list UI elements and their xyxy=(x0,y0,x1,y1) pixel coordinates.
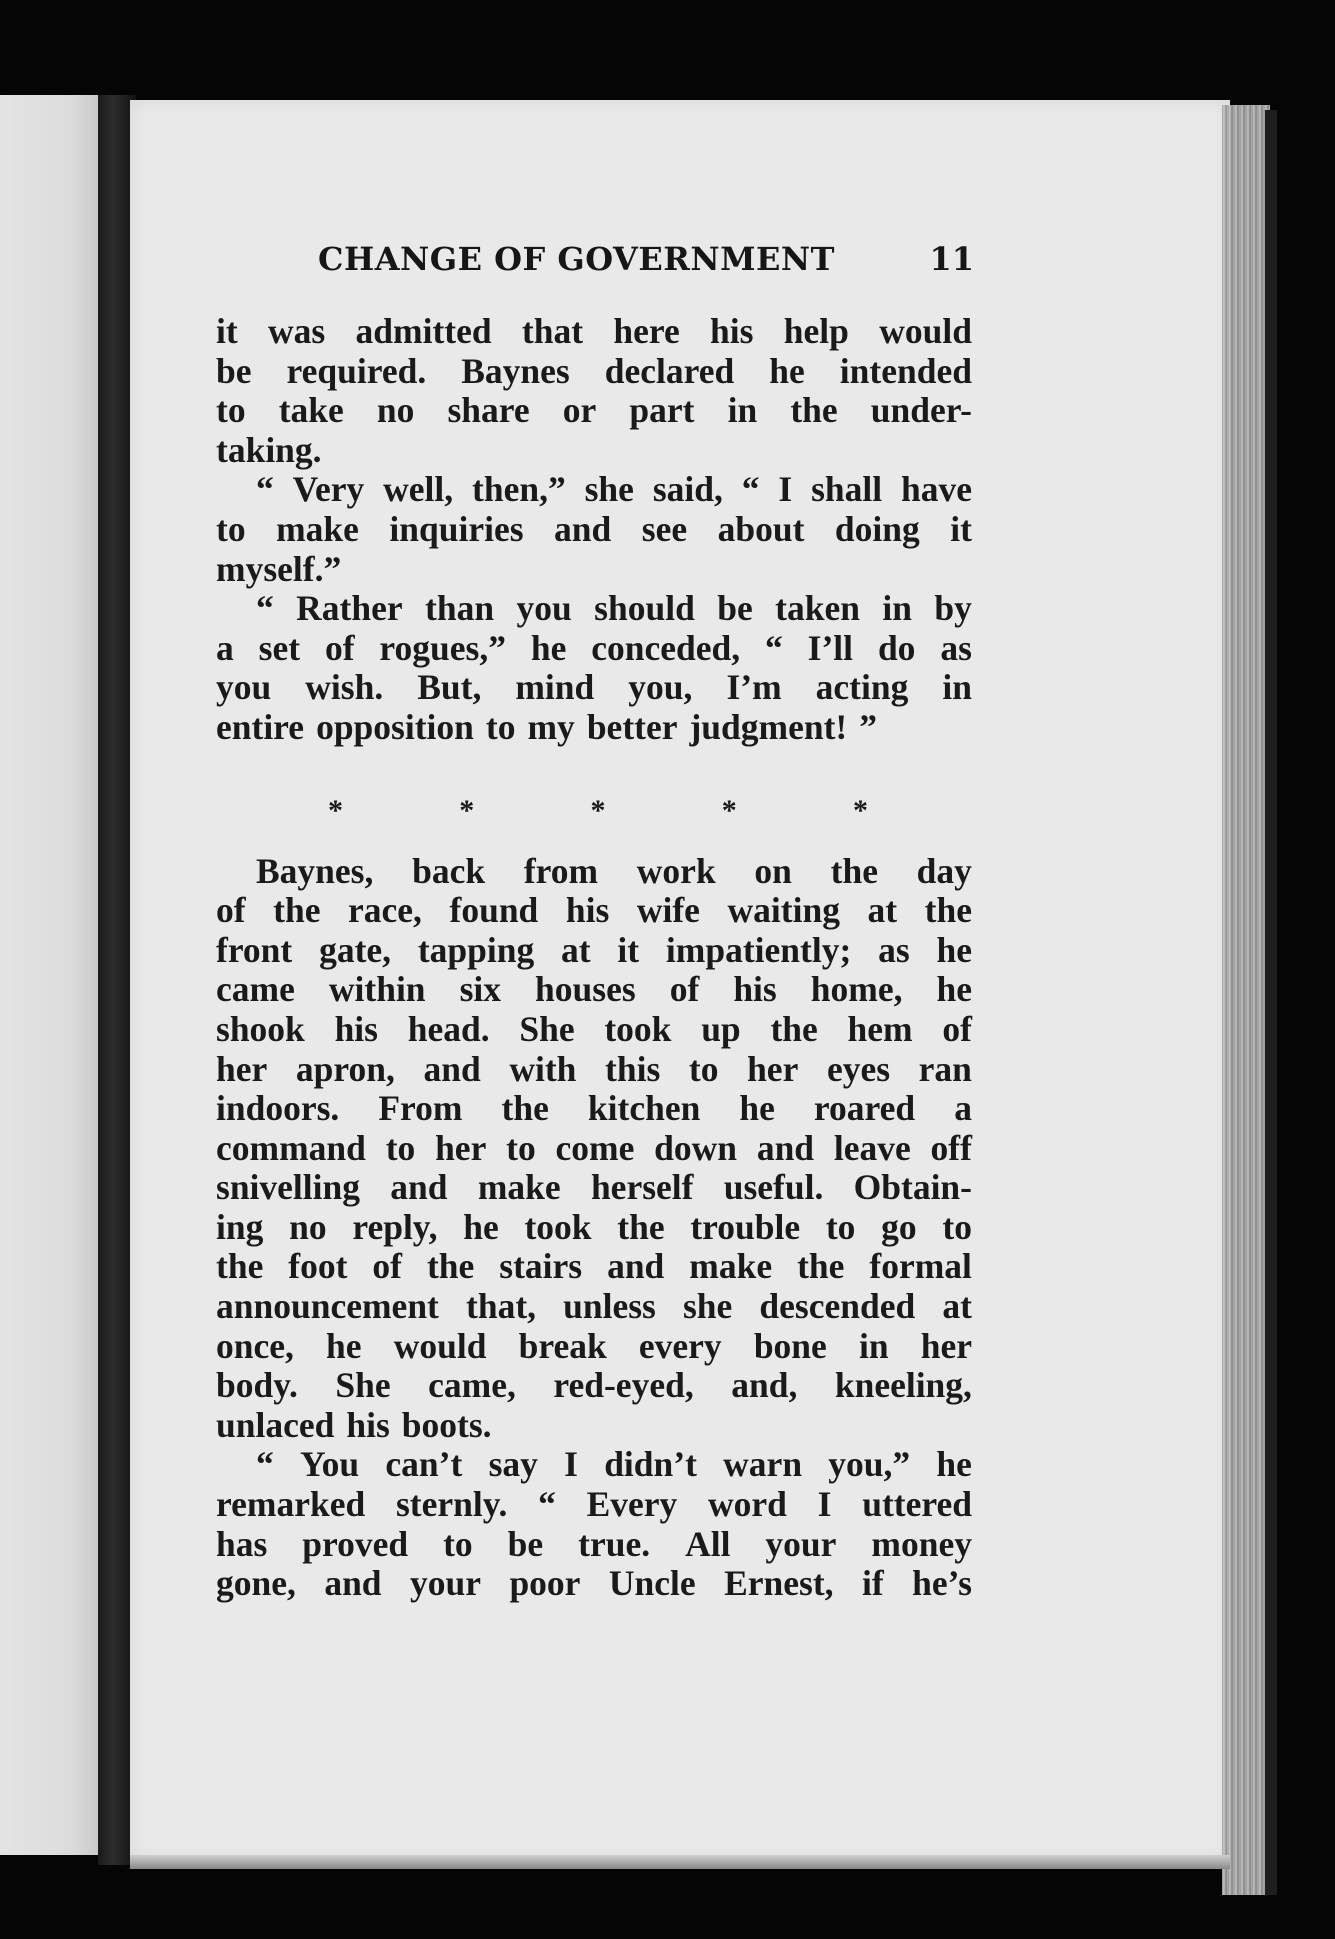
word: admitted xyxy=(355,311,492,351)
text-line xyxy=(216,1168,972,1208)
word: stairs xyxy=(499,1246,583,1287)
word: help xyxy=(783,311,849,351)
word: your xyxy=(410,1563,481,1604)
word: to xyxy=(216,508,246,549)
page-header xyxy=(318,240,974,284)
word: of xyxy=(942,1008,972,1049)
word: gate, xyxy=(319,929,392,970)
word: you xyxy=(216,667,272,708)
word: mind xyxy=(515,667,595,708)
word: if xyxy=(861,1563,884,1604)
text-line xyxy=(216,1247,972,1287)
word: sternly. xyxy=(395,1484,508,1525)
word: apron, xyxy=(295,1048,395,1089)
word: reply, xyxy=(352,1206,438,1247)
word: part xyxy=(629,390,695,431)
word: she xyxy=(584,469,634,510)
word: as xyxy=(878,929,910,970)
text-line xyxy=(216,1564,972,1604)
word: be xyxy=(216,350,252,391)
text-line xyxy=(216,668,972,708)
word: and, xyxy=(731,1365,798,1406)
word: a xyxy=(954,1088,972,1129)
word: took xyxy=(604,1008,672,1049)
word: of xyxy=(324,627,355,668)
word: the xyxy=(770,1008,818,1049)
paragraph xyxy=(216,470,972,589)
word: he xyxy=(739,1088,775,1129)
word: by xyxy=(934,588,972,629)
word: impatiently; xyxy=(665,929,852,970)
word: snivelling xyxy=(216,1167,361,1208)
text-line xyxy=(216,550,972,590)
word: shall xyxy=(811,469,883,510)
text-line xyxy=(216,708,972,748)
body-text xyxy=(216,312,972,1604)
word: go xyxy=(881,1206,917,1247)
word: from xyxy=(523,850,599,891)
word: it xyxy=(216,311,238,351)
word: he xyxy=(530,627,567,668)
word: to xyxy=(385,1127,416,1168)
text-line xyxy=(216,891,972,931)
word: he xyxy=(463,1206,499,1247)
word: have xyxy=(900,469,972,510)
word: remarked xyxy=(216,1484,366,1525)
word: under- xyxy=(870,390,972,431)
word: came, xyxy=(428,1365,516,1406)
word: at xyxy=(561,929,591,970)
paragraph xyxy=(216,852,972,1446)
word: Baynes xyxy=(461,350,570,391)
word: should xyxy=(594,588,695,629)
facing-page-edge xyxy=(0,95,100,1855)
word: ing xyxy=(216,1206,264,1247)
word: unlaced xyxy=(216,1404,335,1445)
word: was xyxy=(268,311,326,351)
word: with xyxy=(509,1048,577,1089)
word: my xyxy=(527,706,575,747)
word: can’t xyxy=(385,1444,463,1485)
word: intended xyxy=(839,350,972,391)
word: her xyxy=(920,1325,972,1366)
word: found xyxy=(449,890,539,931)
word: Obtain- xyxy=(853,1167,972,1208)
word: eyes xyxy=(826,1048,891,1089)
word: your xyxy=(765,1523,837,1564)
text-line xyxy=(216,1208,972,1248)
word: to xyxy=(825,1206,856,1247)
word: take xyxy=(278,390,344,431)
word: and xyxy=(554,508,612,549)
word: conceded, xyxy=(591,627,741,668)
word: command xyxy=(216,1127,366,1168)
word: required. xyxy=(286,350,427,391)
text-line xyxy=(216,312,972,352)
word: wife xyxy=(636,890,700,931)
word: her xyxy=(747,1048,799,1089)
word: kneeling, xyxy=(834,1365,972,1406)
word: descended xyxy=(759,1286,916,1327)
word: or xyxy=(562,390,597,431)
word: the xyxy=(924,890,972,931)
word: the xyxy=(216,1246,264,1287)
word: and xyxy=(756,1127,815,1168)
word: in xyxy=(727,390,758,431)
word: his xyxy=(565,890,610,931)
word: warn xyxy=(723,1444,803,1485)
text-line xyxy=(216,1010,972,1050)
word: indoors. xyxy=(216,1088,340,1129)
word: poor xyxy=(509,1563,581,1604)
word: as xyxy=(940,627,972,668)
word: gone, xyxy=(216,1563,296,1604)
word: entire xyxy=(216,706,305,747)
word: shook xyxy=(216,1008,305,1049)
text-line xyxy=(216,589,972,629)
word: ” xyxy=(859,706,878,747)
word: I’ll xyxy=(807,627,854,668)
word: back xyxy=(412,850,486,891)
word: to xyxy=(443,1523,473,1564)
asterism-star: * xyxy=(590,793,606,827)
word: the xyxy=(797,1246,845,1287)
word: the xyxy=(501,1088,549,1129)
word: to xyxy=(216,390,246,431)
word: boots. xyxy=(401,1404,492,1445)
word: be xyxy=(507,1523,544,1564)
text-line xyxy=(216,1129,972,1169)
word: myself.” xyxy=(216,548,342,589)
word: in xyxy=(858,1325,889,1366)
text-line xyxy=(216,1050,972,1090)
word: of xyxy=(669,969,700,1010)
word: she xyxy=(682,1286,733,1327)
word: share xyxy=(447,390,530,431)
word: judgment! xyxy=(689,706,848,747)
word: at xyxy=(867,890,898,931)
word: “ xyxy=(256,469,274,510)
word: her xyxy=(216,1048,268,1089)
word: to xyxy=(485,706,516,747)
text-line xyxy=(216,470,972,510)
word: he xyxy=(936,1444,972,1485)
text-line xyxy=(216,1327,972,1367)
word: you xyxy=(516,588,572,629)
cover-edge xyxy=(1265,110,1277,1895)
word: came xyxy=(216,969,295,1010)
word: opposition xyxy=(316,706,474,747)
word: roared xyxy=(813,1088,916,1129)
text-line xyxy=(216,1089,972,1129)
word: “ xyxy=(765,627,783,668)
word: he xyxy=(936,929,972,970)
paragraph xyxy=(216,589,972,747)
word: took xyxy=(524,1206,592,1247)
word: the xyxy=(426,1246,475,1287)
word: and xyxy=(607,1246,665,1287)
word: body. xyxy=(216,1365,298,1406)
word: formal xyxy=(869,1246,972,1287)
word: and xyxy=(423,1048,481,1089)
word: than xyxy=(425,588,495,629)
word: well, xyxy=(383,469,454,510)
word: off xyxy=(930,1127,972,1168)
word: make xyxy=(689,1246,773,1287)
word: say xyxy=(488,1444,538,1485)
word: houses xyxy=(535,969,636,1010)
paragraph xyxy=(216,1445,972,1603)
word: he’s xyxy=(912,1563,972,1604)
word: “ xyxy=(741,469,760,510)
page-bottom-edge xyxy=(130,1855,1230,1869)
word: you, xyxy=(628,667,693,708)
word: bone xyxy=(753,1325,827,1366)
word: his xyxy=(733,969,777,1010)
word: word xyxy=(708,1484,787,1525)
word: day xyxy=(916,850,972,891)
text-line xyxy=(216,1525,972,1565)
word: to xyxy=(942,1206,972,1247)
word: to xyxy=(688,1048,719,1089)
word: “ xyxy=(256,1444,274,1485)
word: her xyxy=(435,1127,487,1168)
word: that xyxy=(521,311,584,351)
word: home, xyxy=(810,969,903,1010)
word: in xyxy=(942,667,972,708)
word: waiting xyxy=(727,890,840,931)
text-line xyxy=(216,970,972,1010)
word: Rather xyxy=(296,588,403,629)
word: a xyxy=(216,627,234,668)
text-line xyxy=(216,431,972,471)
text-line xyxy=(216,1485,972,1525)
word: of xyxy=(216,890,246,931)
word: wish. xyxy=(305,667,384,708)
word: Very xyxy=(292,469,365,510)
paragraph xyxy=(216,312,972,470)
word: She xyxy=(335,1365,391,1406)
word: taken xyxy=(775,588,860,629)
word: leave xyxy=(833,1127,911,1168)
word: All xyxy=(685,1523,731,1564)
word: kitchen xyxy=(587,1088,701,1129)
word: hem xyxy=(847,1008,913,1049)
word: head. xyxy=(407,1008,490,1049)
word: in xyxy=(882,588,912,629)
word: proved xyxy=(302,1523,409,1564)
word: Ernest, xyxy=(724,1563,834,1604)
word: herself xyxy=(590,1167,694,1208)
word: and xyxy=(324,1563,382,1604)
text-line xyxy=(216,1406,972,1446)
word: would xyxy=(879,311,972,351)
word: work xyxy=(636,850,716,891)
word: make xyxy=(276,508,359,549)
page-number: 11 xyxy=(929,240,974,278)
word: about xyxy=(717,508,805,549)
word: you,” xyxy=(828,1444,911,1485)
word: his xyxy=(710,311,754,351)
word: this xyxy=(605,1048,661,1089)
word: on xyxy=(754,850,792,891)
text-line xyxy=(216,1287,972,1327)
asterism-star: * xyxy=(459,793,475,827)
text-line xyxy=(216,352,972,392)
word: it xyxy=(950,508,972,549)
word: You xyxy=(299,1444,360,1485)
asterism-star: * xyxy=(721,793,737,827)
word: I xyxy=(564,1444,578,1485)
text-line xyxy=(216,629,972,669)
word: Uncle xyxy=(608,1563,696,1604)
word: then,” xyxy=(472,469,566,510)
asterism-star: * xyxy=(853,793,868,827)
word: true. xyxy=(578,1523,651,1564)
word: has xyxy=(216,1523,268,1564)
word: he xyxy=(326,1325,362,1366)
word: his xyxy=(334,1008,378,1049)
word: within xyxy=(328,969,426,1010)
word: up xyxy=(701,1008,741,1049)
word: set xyxy=(258,627,301,668)
word: front xyxy=(216,929,293,970)
word: ran xyxy=(918,1048,972,1089)
word: “ xyxy=(538,1484,556,1525)
section-break xyxy=(328,790,868,832)
word: the xyxy=(790,390,838,431)
word: didn’t xyxy=(604,1444,697,1485)
word: better xyxy=(586,706,678,747)
word: be xyxy=(717,588,753,629)
word: I xyxy=(817,1484,832,1525)
word: to xyxy=(506,1127,536,1168)
word: I’m xyxy=(726,667,782,708)
word: red-eyed, xyxy=(553,1365,694,1406)
word: money xyxy=(871,1523,972,1564)
word: Baynes, xyxy=(256,850,374,891)
word: at xyxy=(942,1286,972,1327)
word: that, xyxy=(466,1286,537,1327)
word: and xyxy=(390,1167,448,1208)
asterism-star: * xyxy=(328,793,343,827)
word: six xyxy=(459,969,502,1010)
spacer xyxy=(216,832,972,852)
word: the xyxy=(273,890,321,931)
word: uttered xyxy=(862,1484,972,1525)
word: do xyxy=(877,627,916,668)
word: useful. xyxy=(723,1167,824,1208)
word: inquiries xyxy=(389,508,524,549)
word: race, xyxy=(348,890,422,931)
spacer xyxy=(216,748,972,790)
word: doing xyxy=(834,508,920,549)
word: announcement xyxy=(216,1286,439,1327)
word: make xyxy=(477,1167,561,1208)
word: declared xyxy=(604,350,735,391)
word: She xyxy=(519,1008,575,1049)
word: the xyxy=(830,850,878,891)
page-stack-edge xyxy=(1222,105,1270,1895)
word: break xyxy=(518,1325,607,1366)
word: From xyxy=(378,1088,463,1129)
word: of xyxy=(372,1246,402,1287)
word: said, xyxy=(652,469,723,510)
word: tapping xyxy=(417,929,535,970)
word: every xyxy=(638,1325,722,1366)
word: it xyxy=(617,929,640,970)
word: down xyxy=(654,1127,738,1168)
word: I xyxy=(778,469,793,510)
word: he xyxy=(769,350,805,391)
word: he xyxy=(936,969,972,1010)
text-line xyxy=(216,391,972,431)
word: no xyxy=(289,1206,327,1247)
word: rogues,” xyxy=(379,627,506,668)
word: But, xyxy=(417,667,482,708)
running-title: CHANGE OF GOVERNMENT xyxy=(318,240,835,278)
word: foot xyxy=(288,1246,348,1287)
word: taking. xyxy=(216,429,322,470)
word: see xyxy=(641,508,688,549)
word: “ xyxy=(256,588,274,629)
word: trouble xyxy=(690,1206,801,1247)
word: the xyxy=(617,1206,665,1247)
word: acting xyxy=(815,667,909,708)
word: no xyxy=(376,390,415,431)
text-line xyxy=(216,1366,972,1406)
word: once, xyxy=(216,1325,294,1366)
word: Every xyxy=(586,1484,678,1525)
word: come xyxy=(555,1127,635,1168)
word: his xyxy=(346,1404,390,1445)
word: would xyxy=(393,1325,487,1366)
word: unless xyxy=(563,1286,656,1327)
text-line xyxy=(216,510,972,550)
text-line xyxy=(216,931,972,971)
word: here xyxy=(613,311,680,351)
text-line xyxy=(216,1445,972,1485)
text-line xyxy=(216,852,972,892)
